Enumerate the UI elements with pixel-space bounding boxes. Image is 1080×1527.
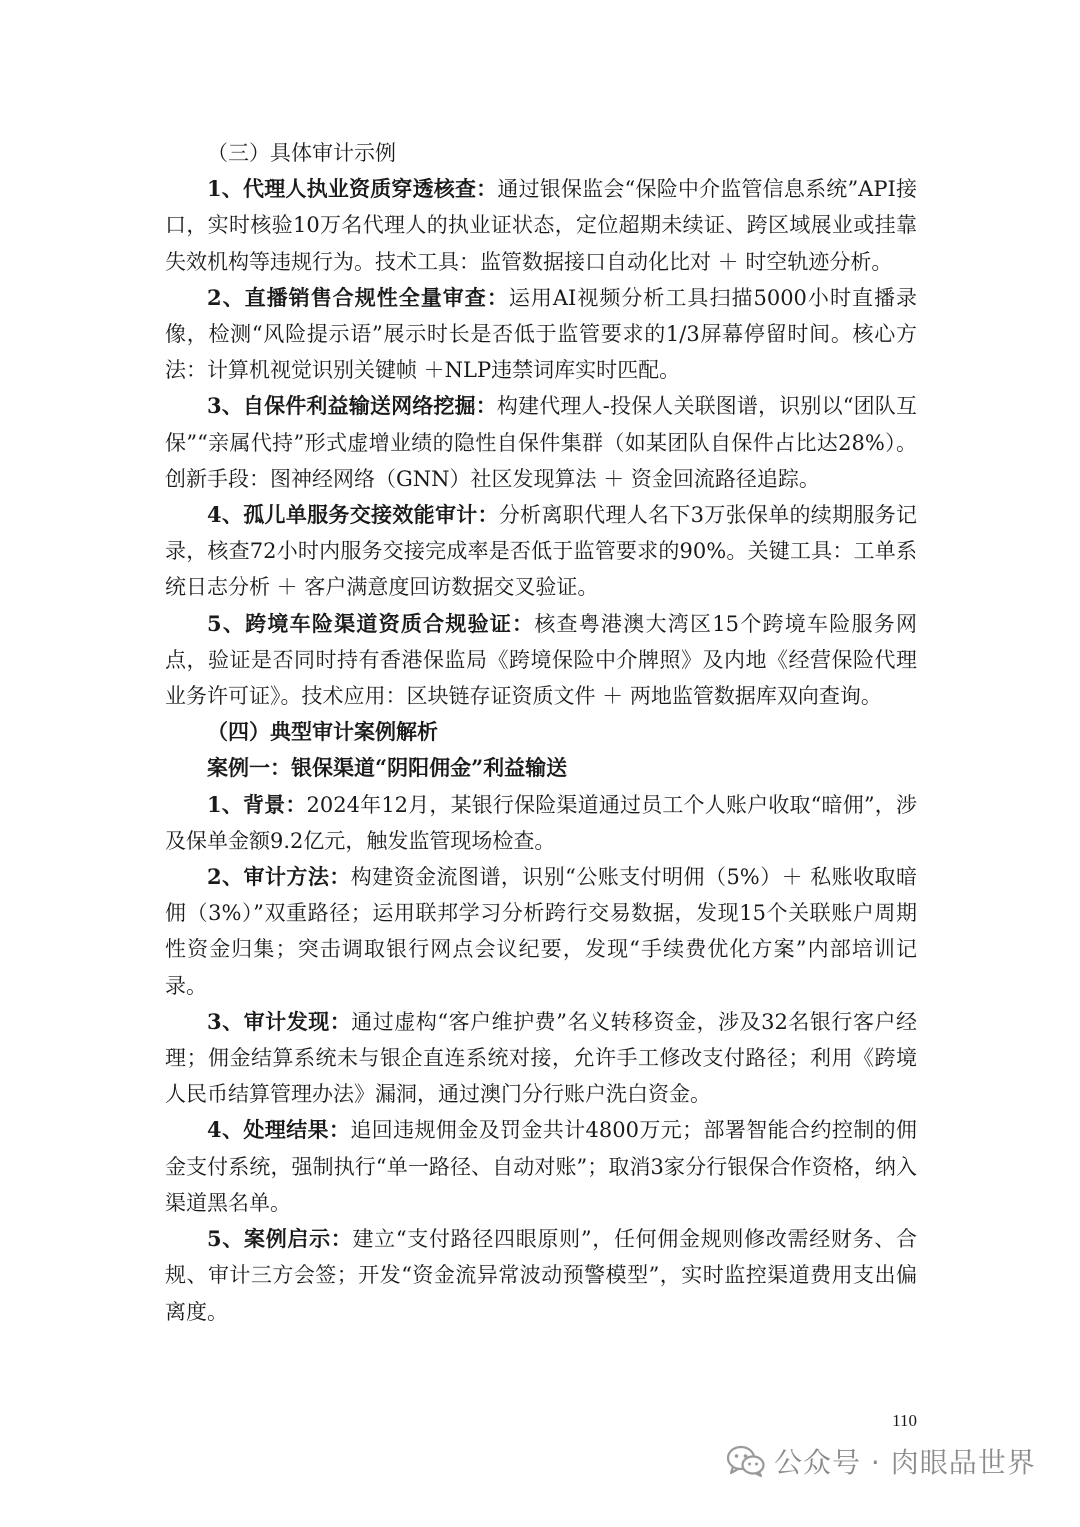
section-3-title: （三）具体审计示例 bbox=[207, 141, 396, 165]
item-label: 5、跨境车险渠道资质合规验证： bbox=[207, 610, 535, 636]
item-text: 2024年12月，某银行保险渠道通过员工个人账户收取“暗佣”，涉及保单金额9.2亿元，触发监管现场检查。 bbox=[165, 792, 917, 853]
page-number: 110 bbox=[892, 1411, 917, 1430]
item-text: 追回违规佣金及罚金共计4800万元；部署智能合约控制的佣金支付系统，强制执行“单一路径、自动对账”；取消3家分行银保合作资格，纳入渠道黑名单。 bbox=[165, 1118, 917, 1215]
item-label: 3、自保件利益输送网络挖掘： bbox=[207, 393, 497, 419]
wechat-icon bbox=[726, 1444, 766, 1478]
case-title-text: 案例一：银保渠道“阴阳佣金”利益输送 bbox=[207, 755, 568, 781]
item-label: 5、案例启示： bbox=[207, 1226, 353, 1252]
section-3-item-2 bbox=[165, 280, 917, 389]
section-4-title bbox=[165, 714, 917, 750]
item-text: 构建资金流图谱，识别“公账支付明佣（5%）＋ 私账收取暗佣（3%）”双重路径；运用联邦学习分析跨行交易数据，发现15个关联账户周期性资金归集；突击调取银行网点会议纪要，发现“手续费优化方案”内部培训记录。 bbox=[165, 865, 917, 998]
case-item-2 bbox=[165, 859, 917, 1004]
item-label: 1、背景： bbox=[207, 791, 307, 817]
item-text: 分析离职代理人名下3万张保单的续期服务记录，核查72小时内服务交接完成率是否低于监管要求的90%。关键工具：工单系统日志分析 ＋ 客户满意度回访数据交叉验证。 bbox=[165, 503, 918, 600]
document-page bbox=[165, 135, 917, 1330]
item-text: 通过银保监会“保险中介监管信息系统”API接口，实时核验10万名代理人的执业证状态，定位超期未续证、跨区域展业或挂靠失效机构等违规行为。技术工具：监管数据接口自动化比对 ＋ 时空轨迹分析。 bbox=[165, 177, 917, 274]
item-text: 运用AI视频分析工具扫描5000小时直播录像，检测“风险提示语”展示时长是否低于监管要求的1/3屏幕停留时间。核心方法：计算机视觉识别关键帧 ＋NLP违禁词库实时匹配。 bbox=[165, 285, 917, 383]
case-title bbox=[165, 750, 917, 786]
section-3-item-1 bbox=[165, 171, 917, 280]
item-text: 建立“支付路径四眼原则”，任何佣金规则修改需经财务、合规、审计三方会签；开发“资金流异常波动预警模型”，实时监控渠道费用支出偏离度。 bbox=[165, 1227, 917, 1324]
section-3-item-3 bbox=[165, 388, 917, 497]
watermark-text: 公众号 · 肉眼品世界 bbox=[774, 1446, 1036, 1479]
section-3-item-4 bbox=[165, 497, 917, 606]
item-label: 4、处理结果： bbox=[207, 1117, 351, 1143]
item-text: 核查粤港澳大湾区15个跨境车险服务网点，验证是否同时持有香港保监局《跨境保险中介牌照》及内地《经营保险代理业务许可证》。技术应用：区块链存证资质文件 ＋ 两地监管数据库双向查询。 bbox=[165, 611, 917, 709]
case-item-3 bbox=[165, 1004, 917, 1113]
section-3-item-5 bbox=[165, 606, 917, 715]
case-item-5 bbox=[165, 1221, 917, 1330]
item-label: 1、代理人执业资质穿透核查： bbox=[207, 176, 498, 202]
case-item-1 bbox=[165, 787, 917, 859]
item-label: 2、审计方法： bbox=[207, 864, 351, 890]
section-4-title-text: （四）典型审计案例解析 bbox=[207, 719, 438, 745]
item-label: 2、直播销售合规性全量审查： bbox=[207, 284, 509, 310]
item-text: 构建代理人-投保人关联图谱，识别以“团队互保”“亲属代持”形式虚增业绩的隐性自保件集群（如某团队自保件占比达28%）。创新手段：图神经网络（GNN）社区发现算法 ＋ 资金回流路径追踪。 bbox=[165, 394, 917, 491]
item-label: 4、孤儿单服务交接效能审计： bbox=[207, 502, 499, 528]
item-label: 3、审计发现： bbox=[207, 1008, 352, 1034]
item-text: 通过虚构“客户维护费”名义转移资金，涉及32名银行客户经理；佣金结算系统未与银企直连系统对接，允许手工修改支付路径；利用《跨境人民币结算管理办法》漏洞，通过澳门分行账户洗白资金。 bbox=[165, 1009, 917, 1107]
case-item-4 bbox=[165, 1112, 917, 1221]
watermark bbox=[726, 1436, 1036, 1486]
